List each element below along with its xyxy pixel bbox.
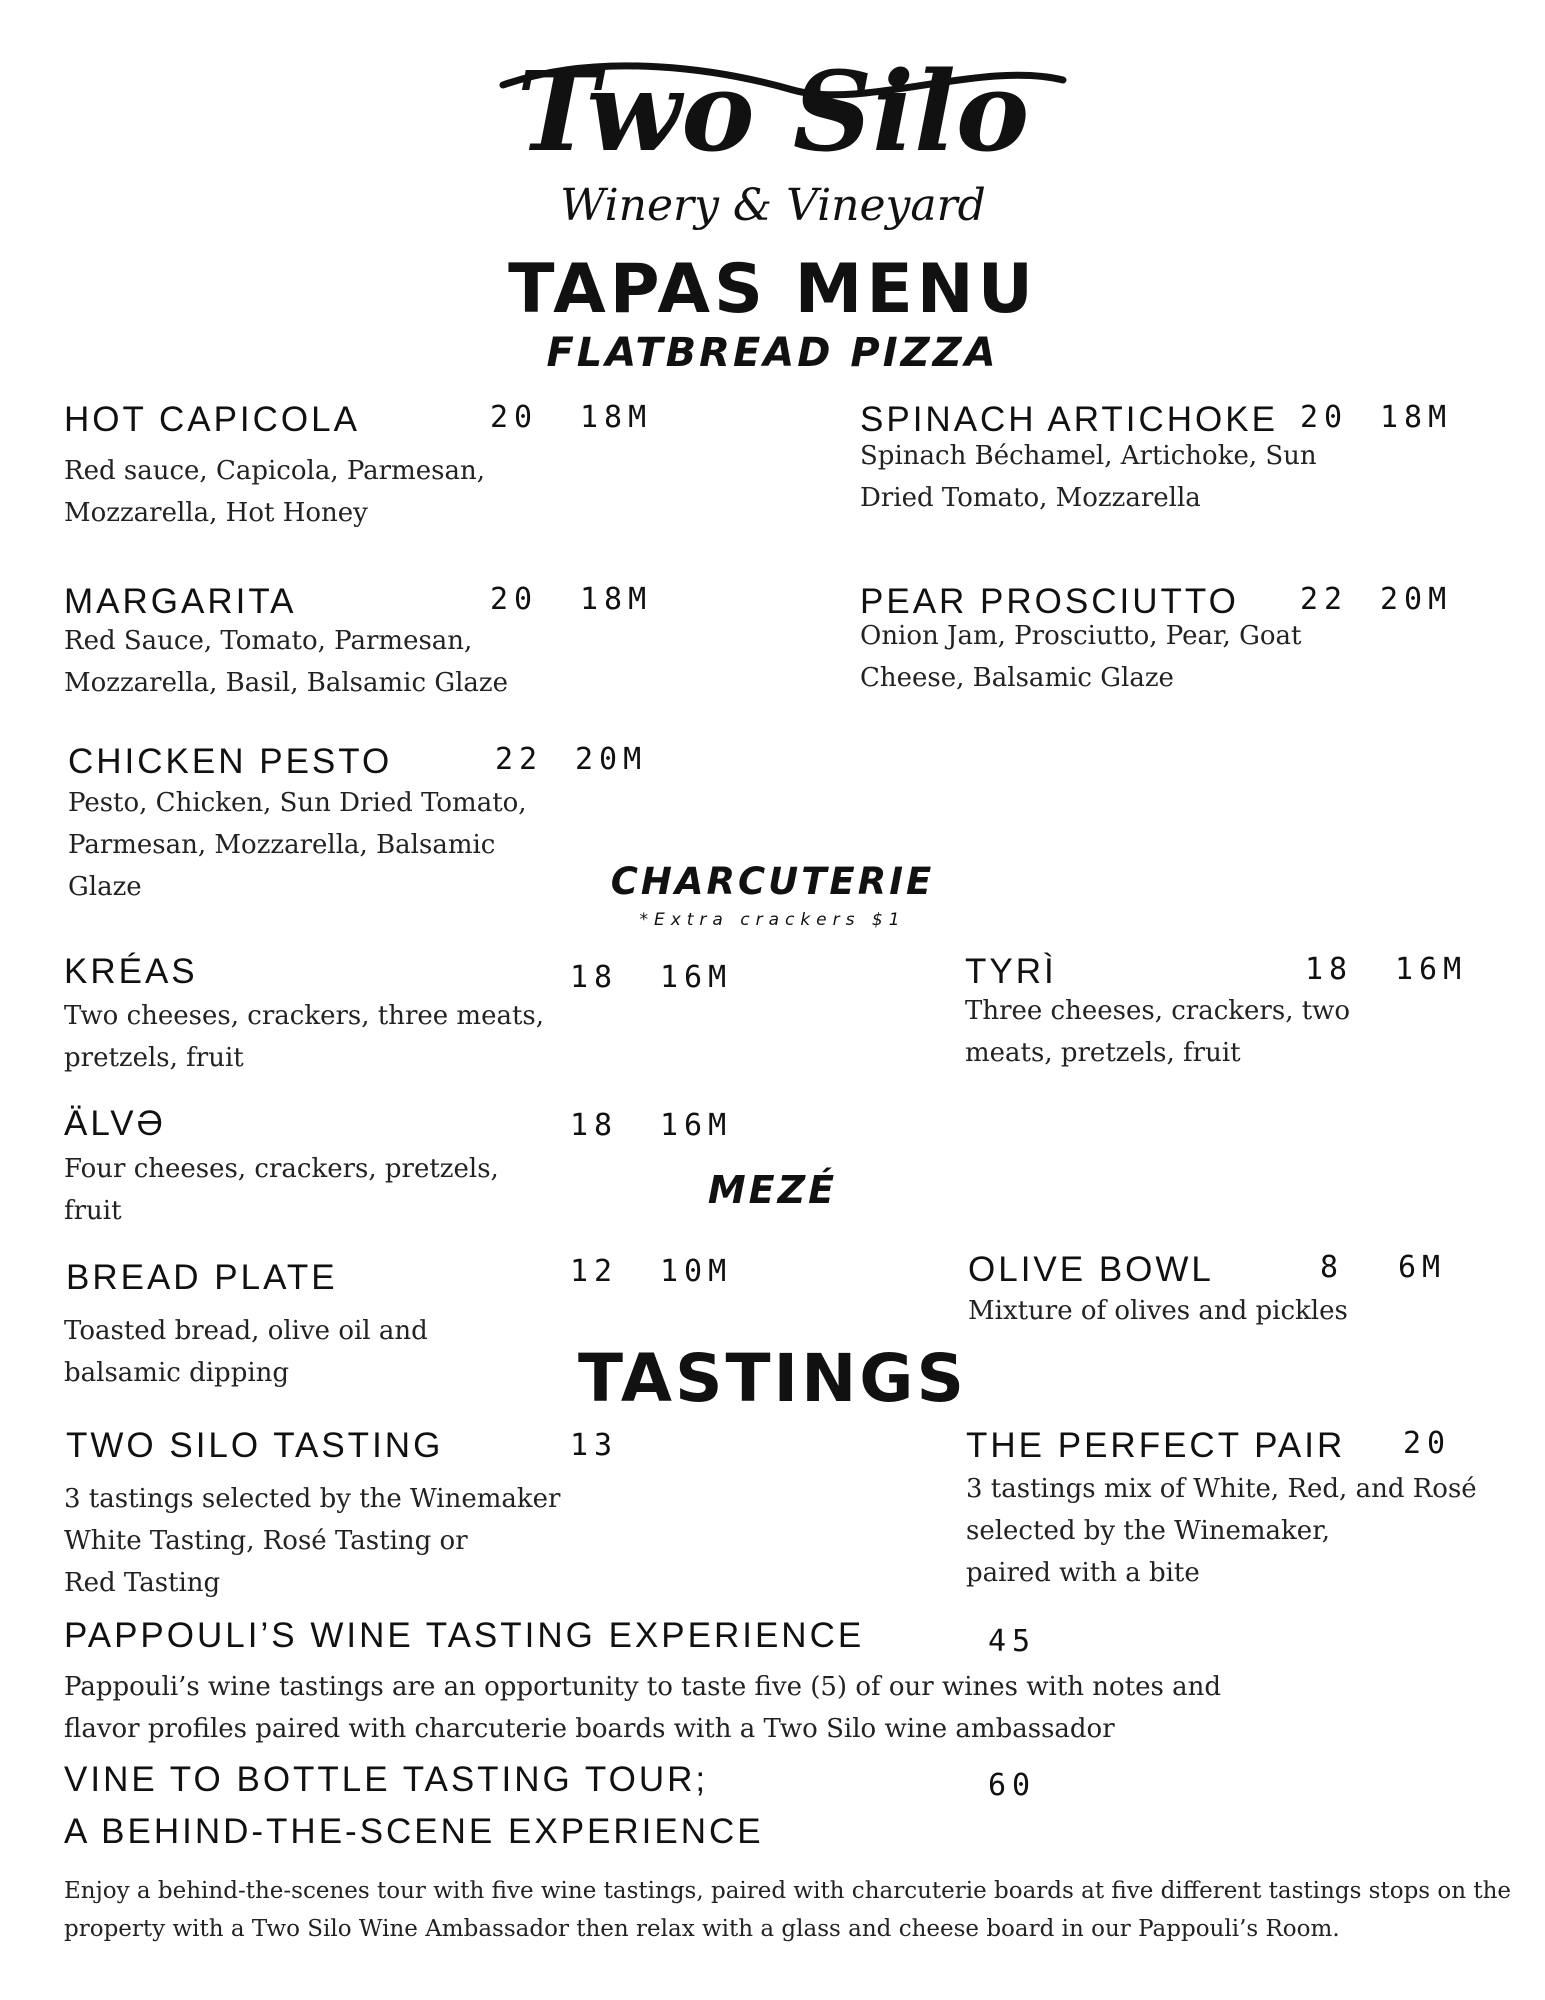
- price: 13: [570, 1428, 619, 1463]
- menu-item-name: VINE TO BOTTLE TASTING TOUR;: [64, 1760, 709, 1799]
- menu-item-name: CHICKEN PESTO: [68, 742, 393, 781]
- member-price: 6M: [1398, 1250, 1447, 1285]
- menu-item-name: MARGARITA: [64, 582, 297, 621]
- menu-item-name: ÄLVƏ: [64, 1104, 166, 1143]
- menu-item-name: OLIVE BOWL: [968, 1250, 1214, 1289]
- price: 20: [490, 582, 539, 617]
- price: 18: [570, 1108, 619, 1143]
- menu-item-name-line-2: A BEHIND-THE-SCENE EXPERIENCE: [64, 1812, 764, 1851]
- tastings-heading: TASTINGS: [577, 1340, 968, 1417]
- two-silo-logo: [463, 30, 1083, 240]
- price: 20: [1300, 400, 1349, 435]
- member-price: 10M: [660, 1254, 733, 1289]
- price: 18: [570, 960, 619, 995]
- menu-item-description: Toasted bread, olive oil and balsamic dipping: [64, 1316, 428, 1388]
- price: 12: [570, 1254, 619, 1289]
- member-price: 16M: [660, 1108, 733, 1143]
- menu-item-description: Four cheeses, crackers, pretzels, fruit: [64, 1154, 499, 1226]
- price: 18: [1305, 952, 1354, 987]
- menu-item-name: THE PERFECT PAIR: [966, 1426, 1346, 1465]
- menu-item-name: HOT CAPICOLA: [64, 400, 360, 439]
- menu-item-description: 3 tastings selected by the Winemaker White Tasting, Rosé Tasting or Red Tasting: [64, 1484, 561, 1598]
- price: 20: [490, 400, 539, 435]
- logo-brand-text: Two Silo: [516, 47, 1029, 176]
- member-price: 18M: [1380, 400, 1453, 435]
- price: 22: [1300, 582, 1349, 617]
- menu-item-description: Onion Jam, Prosciutto, Pear, Goat Cheese, Balsamic Glaze: [860, 621, 1302, 693]
- price: 20: [1403, 1426, 1452, 1461]
- menu-item-description: Enjoy a behind-the-scenes tour with five wine tastings, paired with charcuterie boards at five different tastings stops on the property with a Two Silo Wine Ambassador then relax with a glass and cheese board in our Pappouli’s Room.: [64, 1878, 1512, 1942]
- price: 60: [988, 1768, 1037, 1803]
- flatbread-heading: FLATBREAD PIZZA: [546, 330, 999, 376]
- menu-item-description: Pesto, Chicken, Sun Dried Tomato, Parmesan, Mozzarella, Balsamic Glaze: [68, 788, 527, 902]
- menu-item-name: TWO SILO TASTING: [66, 1426, 444, 1465]
- page-title: TAPAS MENU: [508, 250, 1037, 329]
- menu-item-name: TYRÌ: [965, 952, 1057, 991]
- meze-heading: MEZÉ: [707, 1168, 838, 1212]
- menu-item-description: Three cheeses, crackers, two meats, pretzels, fruit: [965, 996, 1351, 1068]
- member-price: 16M: [1395, 952, 1468, 987]
- charcuterie-heading: CHARCUTERIE: [610, 860, 935, 903]
- member-price: 16M: [660, 960, 733, 995]
- menu-item-description: Red Sauce, Tomato, Parmesan, Mozzarella, Basil, Balsamic Glaze: [64, 626, 508, 698]
- menu-item-description: Spinach Béchamel, Artichoke, Sun Dried Tomato, Mozzarella: [860, 441, 1317, 513]
- member-price: 20M: [575, 742, 648, 777]
- menu-item-name: PAPPOULI’S WINE TASTING EXPERIENCE: [64, 1616, 865, 1655]
- logo: [0, 30, 1545, 250]
- price: 45: [988, 1624, 1037, 1659]
- menu-item-description: Red sauce, Capicola, Parmesan, Mozzarella, Hot Honey: [64, 456, 486, 528]
- menu-item-description: Two cheeses, crackers, three meats, pretzels, fruit: [64, 1001, 545, 1073]
- menu-item-description: 3 tastings mix of White, Red, and Rosé selected by the Winemaker, paired with a bite: [966, 1474, 1477, 1588]
- price: 8: [1320, 1250, 1345, 1285]
- menu-item-name: SPINACH ARTICHOKE: [860, 400, 1278, 439]
- menu-item-description: Pappouli’s wine tastings are an opportunity to taste five (5) of our wines with notes and flavor profiles paired with charcuterie boards with a Two Silo wine ambassador: [64, 1672, 1222, 1744]
- menu-item-name: KRÉAS: [64, 952, 198, 991]
- member-price: 18M: [580, 582, 653, 617]
- member-price: 18M: [580, 400, 653, 435]
- menu-item-name: BREAD PLATE: [66, 1258, 338, 1297]
- extra-crackers-note: *Extra crackers $1: [639, 910, 906, 930]
- menu-item-name: PEAR PROSCIUTTO: [860, 582, 1239, 621]
- menu-item-description: Mixture of olives and pickles: [968, 1296, 1348, 1326]
- price: 22: [495, 742, 544, 777]
- logo-tagline-text: Winery & Vineyard: [559, 180, 986, 231]
- member-price: 20M: [1380, 582, 1453, 617]
